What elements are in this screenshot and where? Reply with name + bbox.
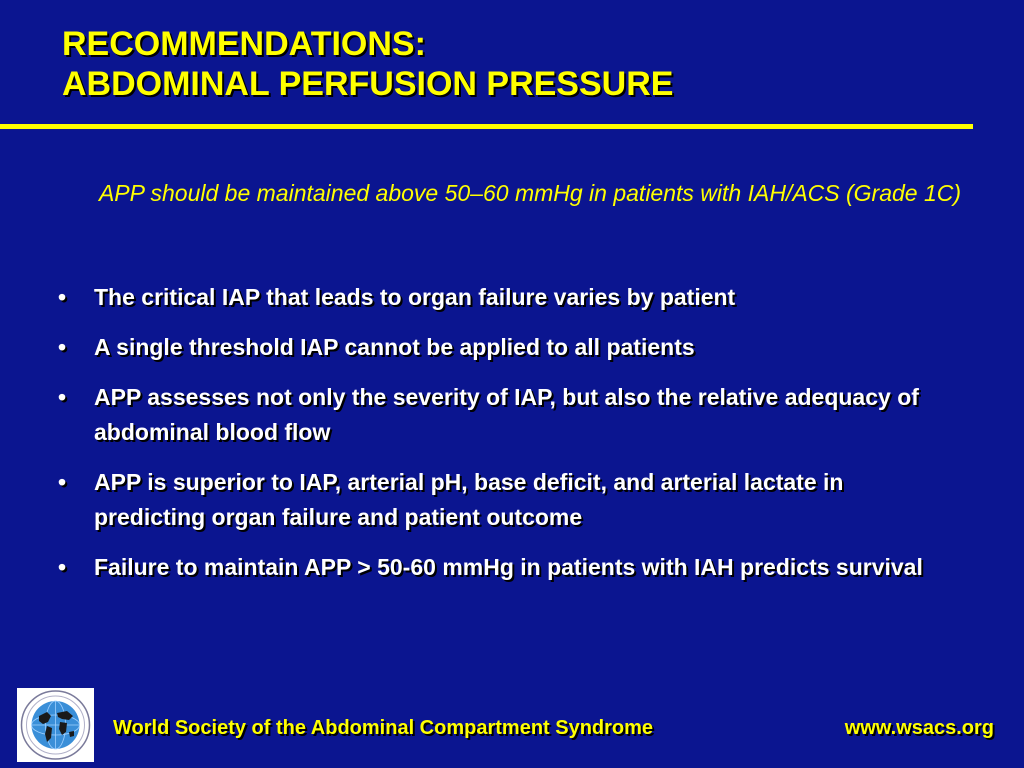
bullet-marker: •: [58, 334, 67, 360]
bullet-item: [58, 280, 958, 315]
bullet-item: [58, 330, 958, 365]
bullet-text: A single threshold IAP cannot be applied to all patients: [94, 334, 695, 360]
bullet-text: APP assesses not only the severity of IAP, but also the relative adequacy of abdominal blood flow: [94, 384, 919, 445]
bullet-marker: •: [58, 554, 67, 580]
bullet-text: The critical IAP that leads to organ failure varies by patient: [94, 284, 736, 310]
slide-title-line-1: RECOMMENDATIONS:: [62, 25, 426, 63]
bullet-text: APP is superior to IAP, arterial pH, base deficit, and arterial lactate in predicting organ failure and patient outcome: [94, 469, 844, 530]
title-divider: [0, 124, 973, 129]
bullet-text: Failure to maintain APP > 50-60 mmHg in patients with IAH predicts survival: [94, 554, 923, 580]
bullet-list: [58, 280, 958, 600]
globe-logo-graphic: [17, 688, 94, 762]
footer-organization: World Society of the Abdominal Compartment Syndrome: [113, 717, 654, 739]
slide-title: [62, 24, 673, 104]
slide-title-line-2: ABDOMINAL PERFUSION PRESSURE: [62, 65, 674, 103]
bullet-marker: •: [58, 469, 67, 495]
globe-logo-icon: [17, 688, 94, 762]
bullet-marker: •: [58, 384, 67, 410]
bullet-item: [58, 380, 958, 450]
recommendation-text: APP should be maintained above 50–60 mmHg in patients with IAH/ACS (Grade 1C): [98, 180, 962, 206]
bullet-marker: •: [58, 284, 67, 310]
bullet-item: [58, 550, 958, 585]
footer-website-link[interactable]: www.wsacs.org: [844, 717, 994, 739]
bullet-item: [58, 465, 958, 535]
